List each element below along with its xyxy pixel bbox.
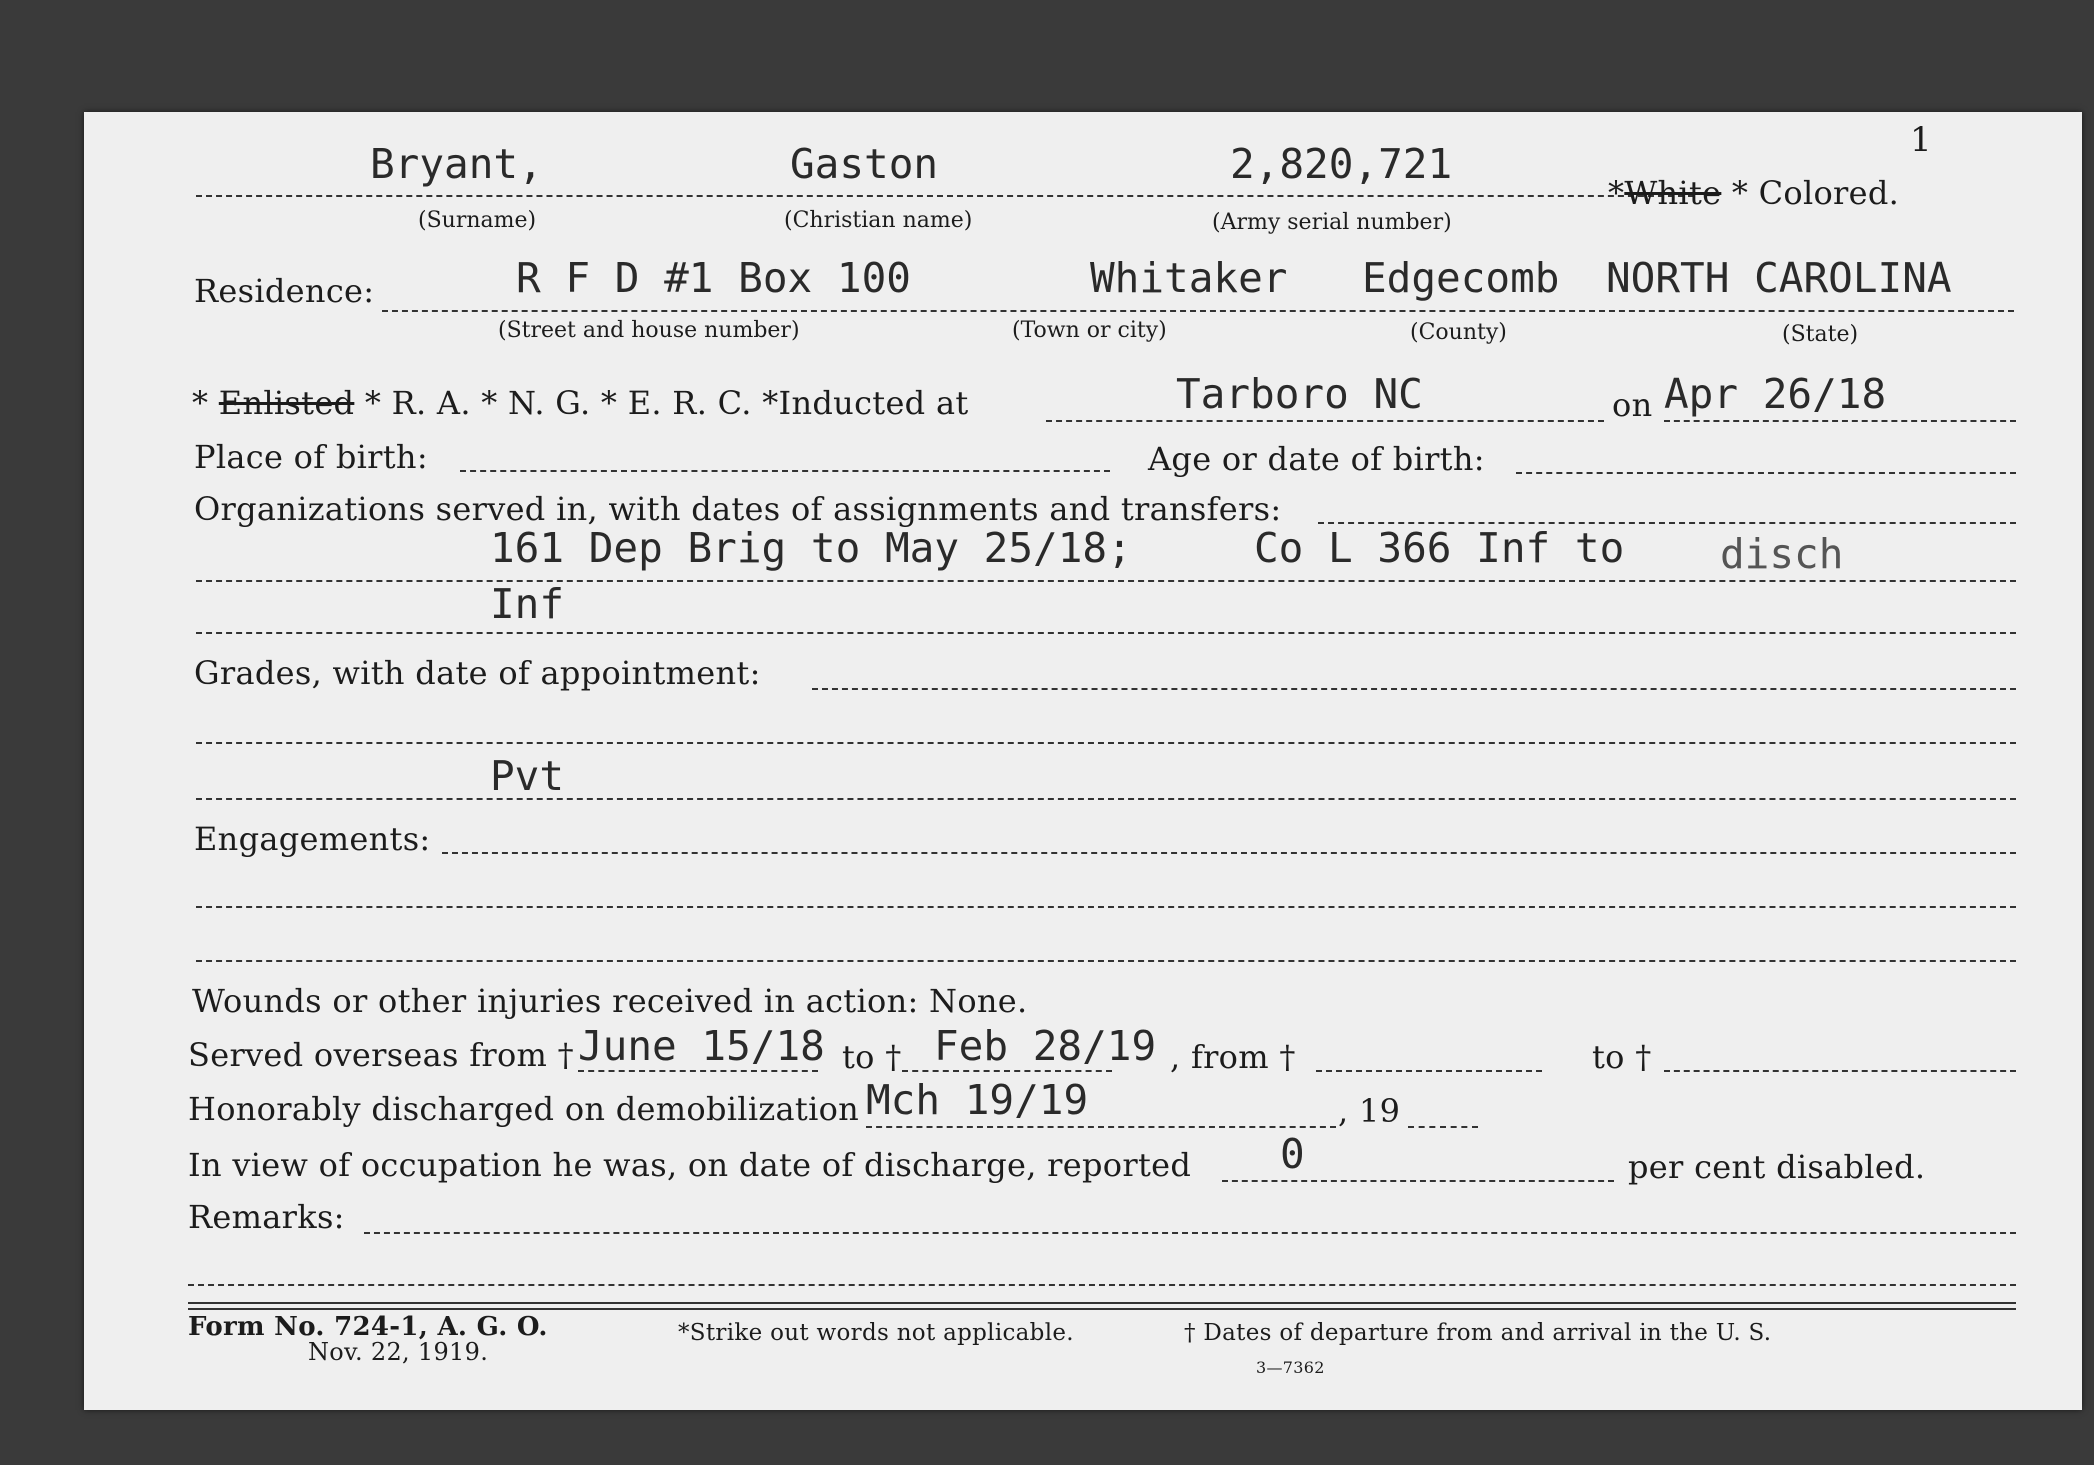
footer-rule-top bbox=[188, 1302, 2016, 1304]
age-line bbox=[1516, 472, 2016, 474]
serial-value: 2,820,721 bbox=[1230, 140, 1453, 188]
surname-value: Bryant, bbox=[370, 140, 543, 188]
second-from-line bbox=[1316, 1070, 1542, 1072]
grades-line-0 bbox=[812, 688, 2016, 690]
second-to-line bbox=[1664, 1070, 2016, 1072]
engagements-line-1 bbox=[196, 906, 2016, 908]
grades-line-1 bbox=[196, 742, 2016, 744]
overseas-from-value: June 15/18 bbox=[578, 1022, 825, 1070]
overseas-from-line bbox=[578, 1070, 818, 1072]
christian-name-caption: (Christian name) bbox=[784, 208, 973, 233]
grades-label: Grades, with date of appointment: bbox=[194, 654, 761, 692]
overseas-to-label: to † bbox=[842, 1038, 902, 1076]
footer-rule-bottom bbox=[188, 1308, 2016, 1310]
on-label: on bbox=[1612, 386, 1653, 424]
enlisted-row: * Enlisted * R. A. * N. G. * E. R. C. *Inducted at bbox=[192, 384, 969, 422]
town-value: Whitaker bbox=[1090, 254, 1288, 302]
grades-line-2 bbox=[196, 798, 2016, 800]
draft-card bbox=[84, 112, 2082, 1410]
place-of-birth-label: Place of birth: bbox=[194, 438, 428, 476]
disabled-value: 0 bbox=[1280, 1130, 1305, 1178]
engagements-label: Engagements: bbox=[194, 820, 431, 858]
remarks-line-1 bbox=[188, 1284, 2016, 1286]
organizations-line-1 bbox=[196, 580, 2016, 582]
overseas-to-value: Feb 28/19 bbox=[934, 1022, 1157, 1070]
name-line bbox=[196, 195, 1694, 197]
residence-label: Residence: bbox=[194, 272, 375, 310]
second-from-label: , from † bbox=[1170, 1038, 1296, 1076]
state-caption: (State) bbox=[1782, 322, 1859, 347]
print-code: 3—7362 bbox=[1256, 1358, 1325, 1377]
discharged-value: Mch 19/19 bbox=[866, 1076, 1089, 1124]
inducted-on-line bbox=[1664, 420, 2016, 422]
org-line2: Inf bbox=[490, 580, 565, 628]
overseas-to-line bbox=[902, 1070, 1112, 1072]
honorably-label: Honorably discharged on demobilization bbox=[188, 1090, 860, 1128]
organizations-label: Organizations served in, with dates of assignments and transfers: bbox=[194, 490, 1282, 528]
inducted-on-value: Apr 26/18 bbox=[1664, 370, 1887, 418]
disabled-line bbox=[1222, 1180, 1614, 1182]
wounds-label: Wounds or other injuries received in action: None. bbox=[192, 982, 1028, 1020]
served-overseas-label: Served overseas from † bbox=[188, 1036, 574, 1074]
white-label: White bbox=[1624, 174, 1722, 212]
form-number: Form No. 724-1, A. G. O. bbox=[188, 1312, 548, 1342]
street-caption: (Street and house number) bbox=[498, 318, 800, 343]
nineteen-label: , 19 bbox=[1338, 1092, 1401, 1130]
discharged-line bbox=[866, 1126, 1336, 1128]
christian-name-value: Gaston bbox=[790, 140, 939, 188]
inducted-at-line bbox=[1046, 420, 1604, 422]
place-of-birth-line bbox=[460, 470, 1110, 472]
card-number: 1 bbox=[1910, 120, 1932, 160]
second-to-label: to † bbox=[1592, 1038, 1652, 1076]
per-cent-label: per cent disabled. bbox=[1628, 1148, 1926, 1186]
colored-label: * Colored. bbox=[1731, 174, 1900, 212]
engagements-line-2 bbox=[196, 960, 2016, 962]
organizations-line-2 bbox=[196, 632, 2016, 634]
remarks-label: Remarks: bbox=[188, 1198, 345, 1236]
state-value: NORTH CAROLINA bbox=[1606, 254, 1952, 302]
white-colored: *White * Colored. bbox=[1608, 174, 1900, 212]
occupation-label: In view of occupation he was, on date of discharge, reported bbox=[188, 1146, 1192, 1184]
induction-label: * R. A. * N. G. * E. R. C. *Inducted at bbox=[364, 384, 969, 422]
form-date: Nov. 22, 1919. bbox=[308, 1338, 489, 1366]
org-line1-part1: 161 Dep Brig to May 25/18; bbox=[490, 524, 1132, 572]
enlisted-label: Enlisted bbox=[218, 384, 355, 422]
nineteen-line bbox=[1408, 1126, 1478, 1128]
county-value: Edgecomb bbox=[1362, 254, 1560, 302]
residence-line bbox=[382, 310, 2014, 312]
remarks-line-0 bbox=[364, 1232, 2016, 1234]
street-value: R F D #1 Box 100 bbox=[516, 254, 911, 302]
serial-caption: (Army serial number) bbox=[1212, 210, 1452, 235]
dates-note: † Dates of departure from and arrival in the U. S. bbox=[1184, 1320, 1772, 1346]
county-caption: (County) bbox=[1410, 320, 1507, 345]
age-label: Age or date of birth: bbox=[1148, 440, 1485, 478]
inducted-at-value: Tarboro NC bbox=[1176, 370, 1423, 418]
org-line1-part3: disch bbox=[1720, 530, 1844, 578]
engagements-line-0 bbox=[442, 852, 2016, 854]
org-line1-part2: Co L 366 Inf to bbox=[1254, 524, 1625, 572]
strike-note: *Strike out words not applicable. bbox=[678, 1320, 1074, 1346]
town-caption: (Town or city) bbox=[1012, 318, 1167, 343]
grade-value: Pvt bbox=[490, 752, 565, 800]
surname-caption: (Surname) bbox=[418, 208, 537, 233]
